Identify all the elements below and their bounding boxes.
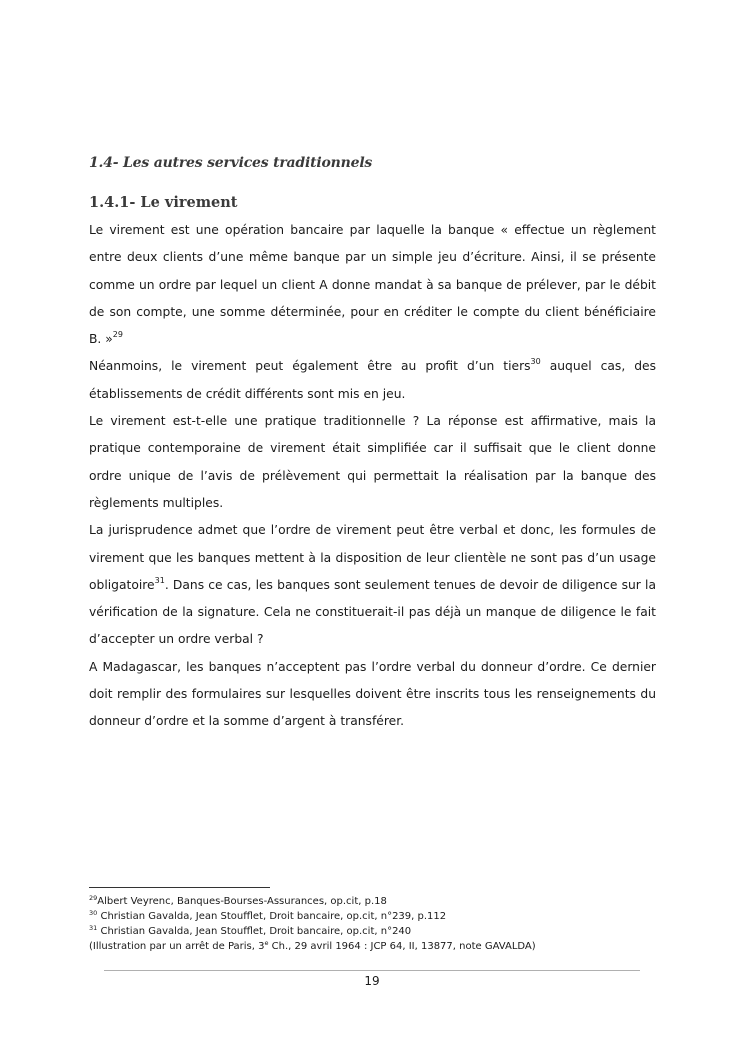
- footnote-superscript: e: [264, 939, 269, 947]
- paragraph-text: La jurisprudence admet que l’ordre de virement peut être verbal et donc, les formules de virement que les banques mettent à la disposition de leur clientèle ne sont pas d’un usage obligatoire: [89, 523, 656, 592]
- footnote: [89, 909, 689, 924]
- footnote-text: Christian Gavalda, Jean Stoufflet, Droit bancaire, op.cit, n°240: [97, 926, 412, 937]
- footnote-text: Ch., 29 avril 1964 : JCP 64, II, 13877, note GAVALDA): [268, 941, 536, 952]
- footnote: [89, 894, 689, 909]
- page-number: 19: [364, 974, 380, 988]
- footnote-text: Albert Veyrenc, Banques-Bourses-Assurances, op.cit, p.18: [97, 896, 387, 907]
- footnote: [89, 939, 689, 954]
- paragraph-text: Néanmoins, le virement peut également être au profit d’un tiers: [89, 359, 531, 374]
- footnote-ref[interactable]: 31: [154, 575, 165, 585]
- footnote-text: (Illustration par un arrêt de Paris, 3: [89, 941, 265, 952]
- body-text: [89, 217, 656, 736]
- paragraph: A Madagascar, les banques n’acceptent pas l’ordre verbal du donneur d’ordre. Ce dernier doit remplir des formulaires sur lesquelles doivent être inscrits tous les renseignements du donneur d’ordre et la somme d’argent à transférer.: [89, 659, 656, 729]
- footnote-ref[interactable]: 30: [530, 357, 541, 367]
- footnote-text: Christian Gavalda, Jean Stoufflet, Droit bancaire, op.cit, n°239, p.112: [97, 911, 447, 922]
- footnote-number: 30: [89, 909, 98, 917]
- sub-heading: 1.4.1- Le virement: [89, 194, 238, 211]
- paragraph-text: . Dans ce cas, les banques sont seulement tenues de devoir de diligence sur la vérification de la signature. Cela ne constituerait-il pas déjà un manque de diligence le fait d’accepter un ordre verbal ?: [89, 577, 656, 647]
- footnote: [89, 924, 689, 939]
- paragraph: [89, 217, 656, 408]
- paragraph-text: Le virement est une opération bancaire par laquelle la banque « effectue un règlement entre deux clients d’une même banque par un simple jeu d’écriture. Ainsi, il se présente comme un ordre par lequel un client A donne mandat à sa banque de prélever, par le débit de son compte, une somme déterminée, pour en créditer le compte du client bénéficiaire B. »: [89, 223, 656, 347]
- footer-rule: [104, 970, 640, 971]
- footnote-number: 31: [89, 924, 98, 932]
- paragraph: [89, 517, 656, 653]
- footnote-separator: [89, 887, 270, 888]
- footnote-number: 29: [89, 894, 98, 902]
- footnotes: [89, 894, 689, 954]
- section-heading: 1.4- Les autres services traditionnels: [89, 155, 373, 171]
- footnote-ref[interactable]: 29: [112, 330, 123, 340]
- paragraph-text: auquel cas, des établissements de crédit différents sont mis en jeu.: [89, 359, 656, 401]
- paragraph: Le virement est-t-elle une pratique traditionnelle ? La réponse est affirmative, mais la pratique contemporaine de virement était simplifiée car il suffisait que le client donne ordre unique de l’avis de prélèvement qui permettait la réalisation par la banque des règlements multiples.: [89, 414, 656, 510]
